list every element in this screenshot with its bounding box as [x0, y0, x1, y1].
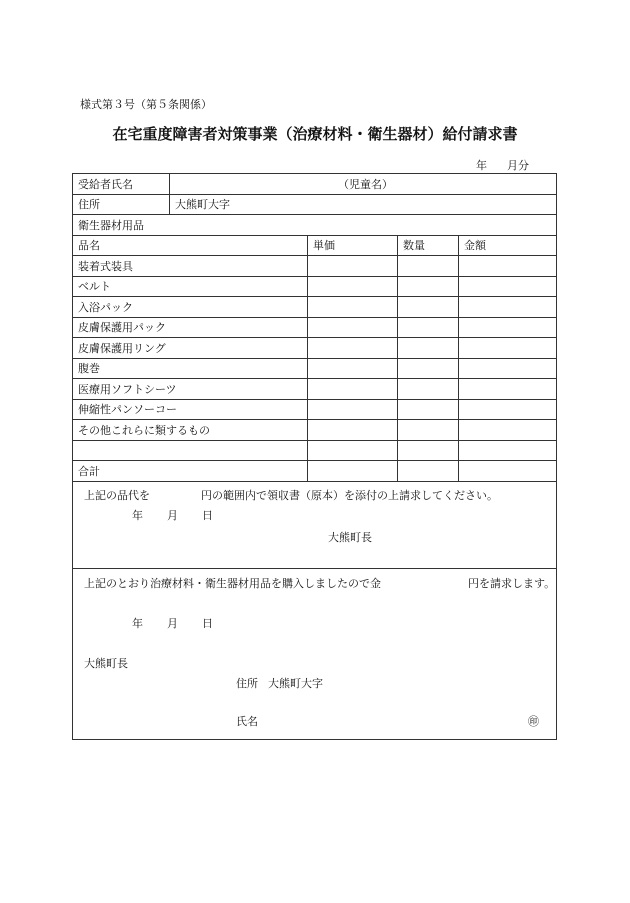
column-header-unit-price: 単価	[308, 235, 398, 256]
amount-cell[interactable]	[459, 256, 557, 277]
column-header-row	[73, 235, 557, 256]
item-name: ベルト	[73, 276, 308, 297]
claim-date	[132, 615, 213, 631]
unit-price-cell[interactable]	[308, 399, 398, 420]
claim-form-table	[72, 173, 557, 740]
quantity-cell[interactable]	[398, 440, 459, 461]
claimant-address-label: 住所	[236, 676, 258, 690]
amount-cell[interactable]	[459, 317, 557, 338]
total-amount-cell[interactable]	[459, 461, 557, 482]
total-label: 合計	[73, 461, 308, 482]
claimant-address-value: 大熊町大字	[268, 676, 323, 690]
amount-cell[interactable]	[459, 358, 557, 379]
quantity-cell[interactable]	[398, 317, 459, 338]
item-name: 医療用ソフトシーツ	[73, 379, 308, 400]
receipt-block	[73, 481, 557, 568]
unit-price-cell[interactable]	[308, 440, 398, 461]
amount-cell[interactable]	[459, 276, 557, 297]
claim-text-part2: 円を請求します。	[468, 576, 556, 590]
period-month-label: 月分	[507, 159, 529, 172]
child-name-label: （児童名）	[338, 177, 393, 191]
form-number: 様式第３号（第５条関係）	[80, 98, 212, 111]
column-header-amount: 金額	[459, 235, 557, 256]
receipt-mayor: 大熊町長	[328, 530, 372, 544]
quantity-cell[interactable]	[398, 399, 459, 420]
item-row	[73, 317, 557, 338]
receipt-text-part2: 円の範囲内で領収書（原本）を添付の上請求してください。	[201, 488, 498, 502]
column-header-item-name: 品名	[73, 235, 308, 256]
section-label: 衛生器材用品	[73, 215, 557, 236]
claim-text-part1: 上記のとおり治療材料・衛生器材用品を購入しましたので金	[84, 576, 381, 590]
quantity-cell[interactable]	[398, 256, 459, 277]
item-row	[73, 297, 557, 318]
page-title: 在宅重度障害者対策事業（治療材料・衛生器材）給付請求書	[112, 125, 518, 143]
claim-date-year: 年	[132, 616, 143, 630]
item-name: その他これらに類するもの	[73, 420, 308, 441]
item-name: 皮膚保護用リング	[73, 338, 308, 359]
claimant-name-label: 氏名	[236, 714, 258, 728]
item-row	[73, 379, 557, 400]
quantity-cell[interactable]	[398, 338, 459, 359]
address-label: 住所	[73, 194, 170, 215]
claim-date-month: 月	[167, 616, 178, 630]
quantity-cell[interactable]	[398, 276, 459, 297]
unit-price-cell[interactable]	[308, 297, 398, 318]
receipt-date-day: 日	[202, 508, 213, 522]
quantity-cell[interactable]	[398, 358, 459, 379]
seal-icon: ㊞	[528, 714, 539, 728]
unit-price-cell[interactable]	[308, 338, 398, 359]
total-row	[73, 461, 557, 482]
item-name: 腹巻	[73, 358, 308, 379]
receipt-date-year: 年	[132, 508, 143, 522]
claim-block	[73, 568, 557, 739]
address-value: 大熊町大字	[175, 198, 230, 212]
item-name: 伸縮性パンソーコー	[73, 399, 308, 420]
item-name: 装着式装具	[73, 256, 308, 277]
address-row	[73, 194, 557, 215]
item-name: 皮膚保護用パック	[73, 317, 308, 338]
recipient-name-field[interactable]	[170, 174, 557, 195]
item-row	[73, 399, 557, 420]
unit-price-cell[interactable]	[308, 358, 398, 379]
item-row	[73, 276, 557, 297]
item-row	[73, 440, 557, 461]
unit-price-cell[interactable]	[308, 256, 398, 277]
section-row	[73, 215, 557, 236]
item-row	[73, 358, 557, 379]
item-row	[73, 420, 557, 441]
amount-cell[interactable]	[459, 379, 557, 400]
unit-price-cell[interactable]	[308, 276, 398, 297]
quantity-cell[interactable]	[398, 420, 459, 441]
receipt-date-month: 月	[167, 508, 178, 522]
recipient-row	[73, 174, 557, 195]
column-header-quantity: 数量	[398, 235, 459, 256]
unit-price-cell[interactable]	[308, 379, 398, 400]
recipient-label: 受給者氏名	[73, 174, 170, 195]
receipt-block-row	[73, 481, 557, 568]
total-quantity-cell[interactable]	[398, 461, 459, 482]
unit-price-cell[interactable]	[308, 317, 398, 338]
item-row	[73, 338, 557, 359]
unit-price-cell[interactable]	[308, 420, 398, 441]
amount-cell[interactable]	[459, 420, 557, 441]
amount-cell[interactable]	[459, 297, 557, 318]
amount-cell[interactable]	[459, 338, 557, 359]
claim-date-day: 日	[202, 616, 213, 630]
receipt-date	[132, 507, 213, 523]
quantity-cell[interactable]	[398, 297, 459, 318]
item-name: 入浴パック	[73, 297, 308, 318]
receipt-text-part1: 上記の品代を	[84, 488, 150, 502]
amount-cell[interactable]	[459, 399, 557, 420]
address-field[interactable]	[170, 194, 557, 215]
claimant-address	[236, 675, 323, 691]
amount-cell[interactable]	[459, 440, 557, 461]
period-year-label: 年	[476, 159, 487, 172]
item-name	[73, 440, 308, 461]
item-row	[73, 256, 557, 277]
billing-period	[476, 157, 529, 173]
quantity-cell[interactable]	[398, 379, 459, 400]
total-unit-price-cell[interactable]	[308, 461, 398, 482]
claim-block-row	[73, 568, 557, 739]
claim-addressee: 大熊町長	[84, 656, 128, 670]
